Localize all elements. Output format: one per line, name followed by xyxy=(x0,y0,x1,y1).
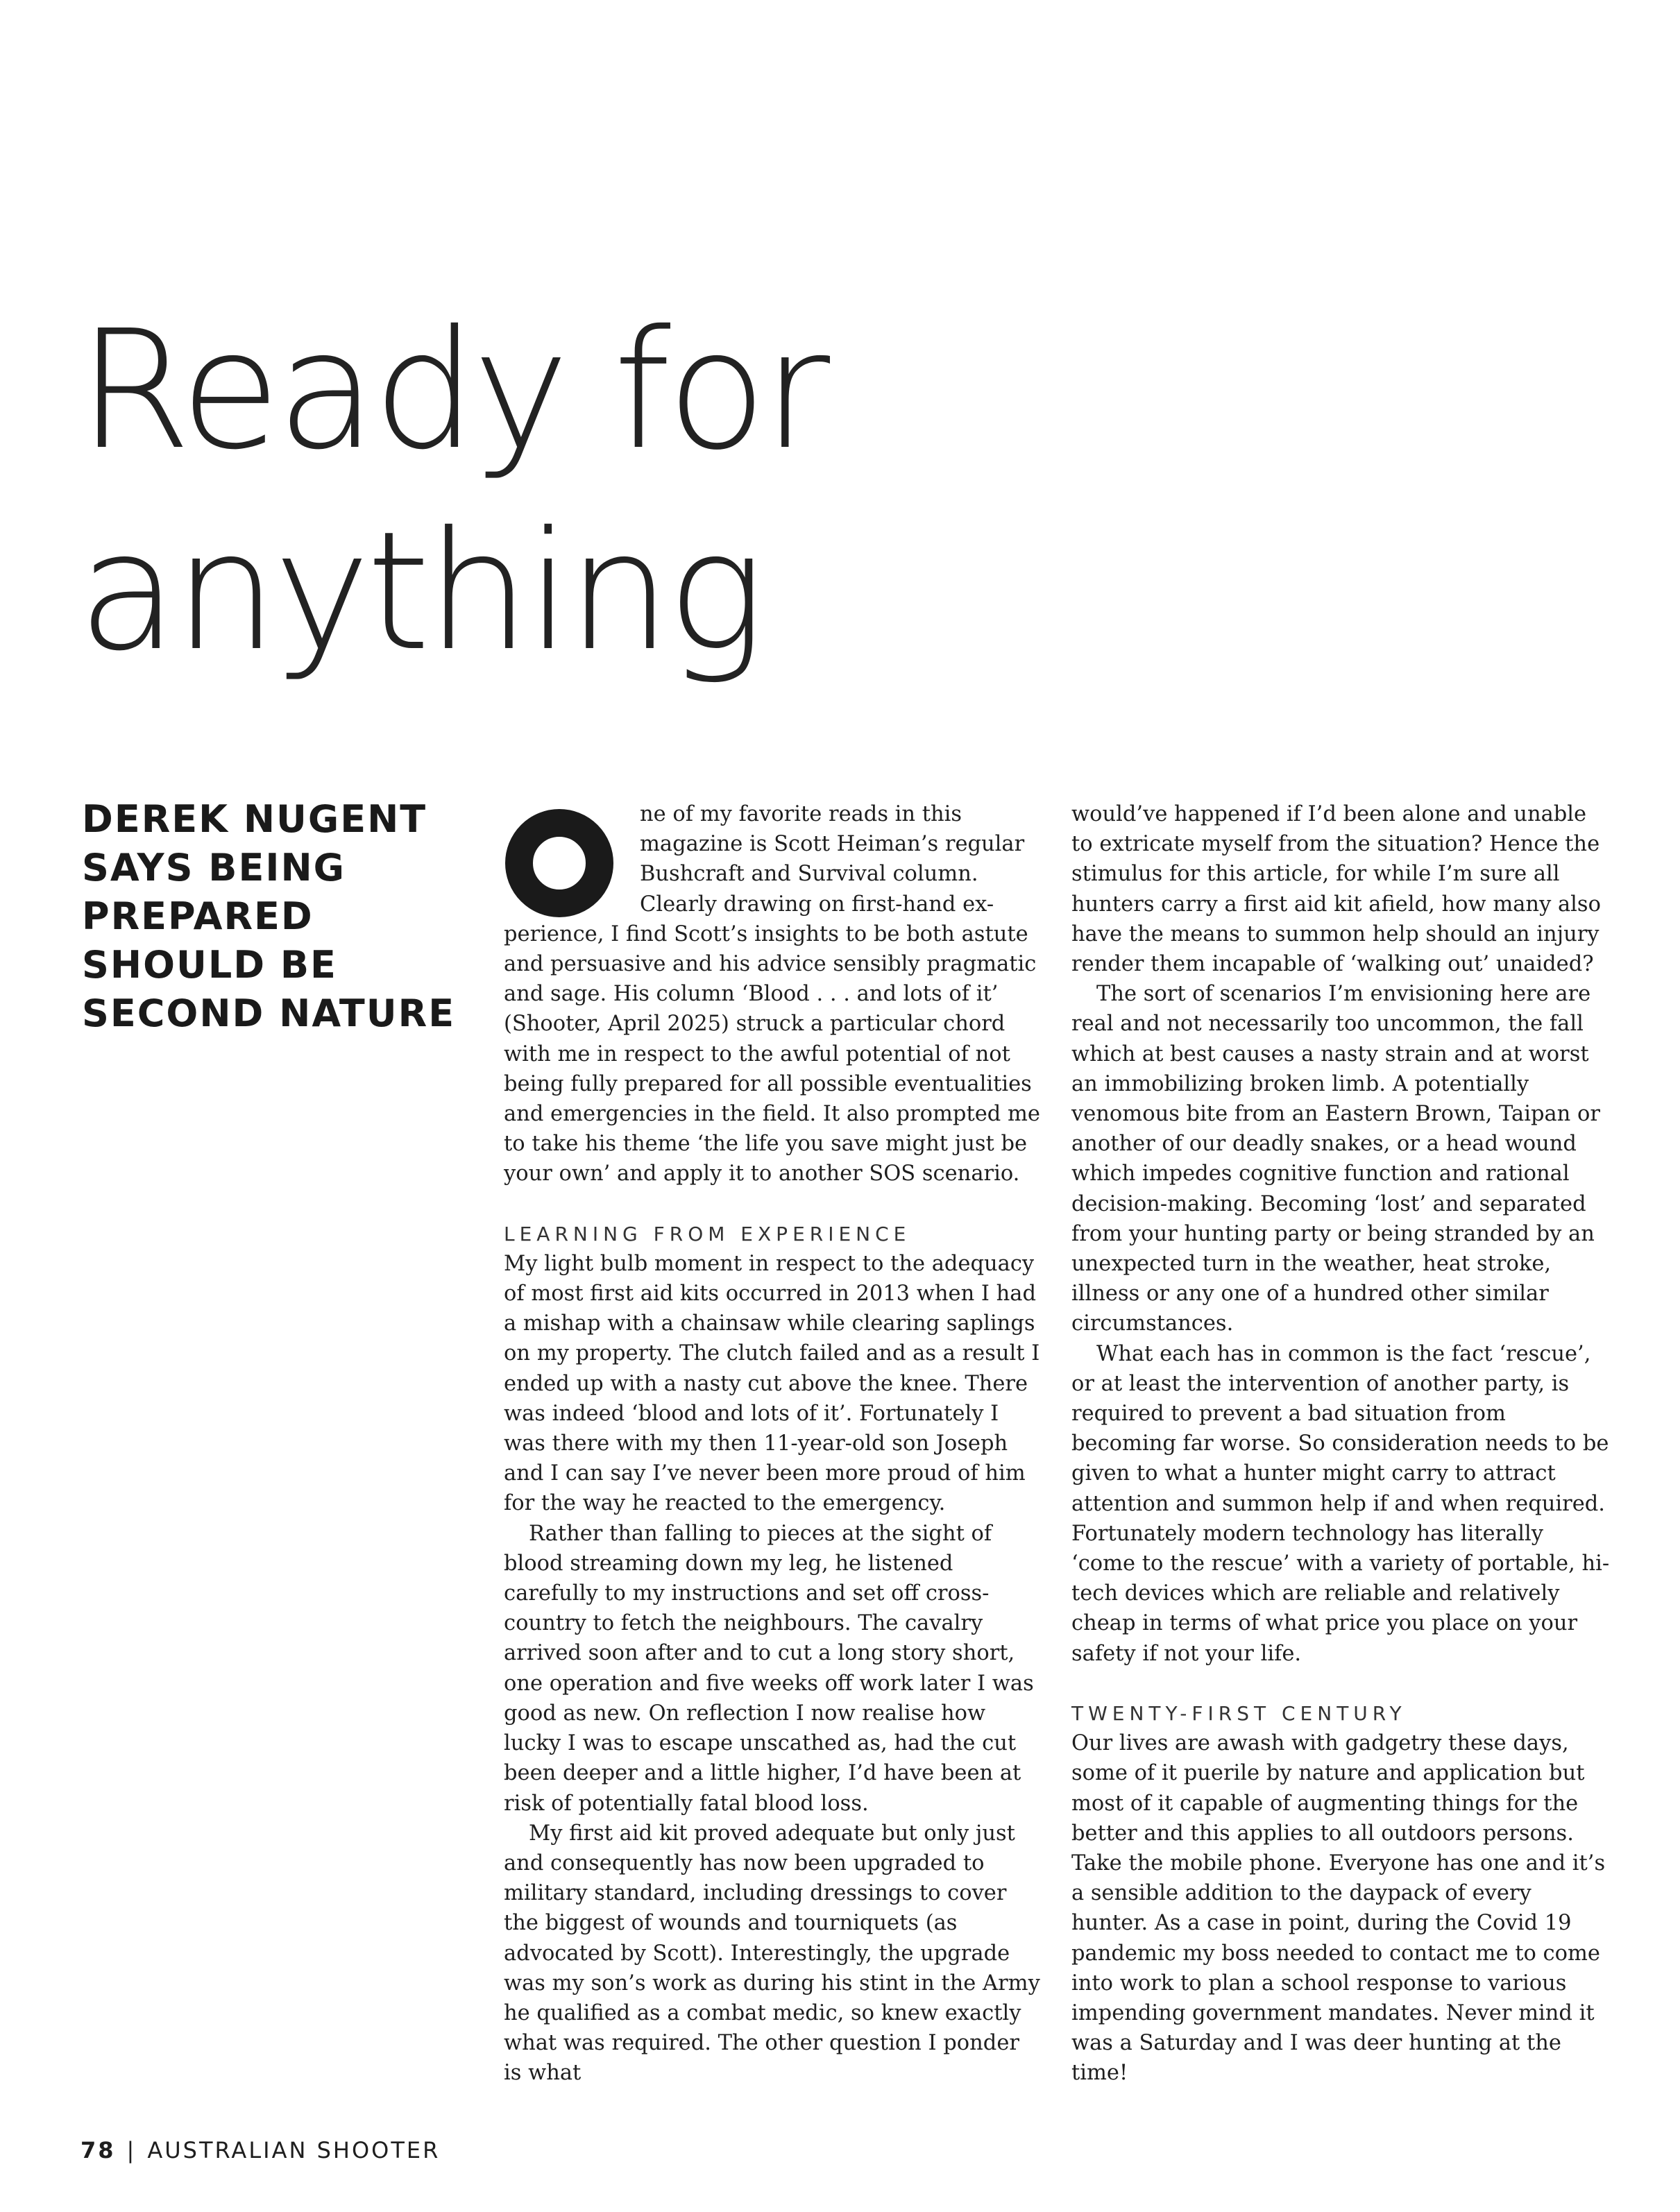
paragraph: My first aid kit proved adequate but only just and consequently has now been upgraded to military standard, including dressings to cover the biggest of wounds and tourniquets (as advocated by Scott). Interestingly, the upgrade was my son’s work as during his stint in the Army he qualified as a combat medic, so knew exactly what was required. The other question I ponder is what xyxy=(504,1821,1040,2086)
paragraph: Rather than falling to pieces at the sight of blood streaming down my leg, he listened carefully to my instructions and set off cross-country to fetch the neighbours. The cavalry arrived soon after and to cut a long story short, one operation and five weeks off work later I was good as new. On reflection I now realise how lucky I was to escape unscathed as, had the cut been deeper and a little higher, I’d have been at risk of potentially fatal blood loss. xyxy=(504,1521,1034,1816)
text-line: and persuasive and his advice sensibly pragmatic xyxy=(504,952,1037,977)
article-title xyxy=(78,290,826,692)
paragraph: The sort of scenarios I’m envisioning here are real and not necessarily too uncommon, the fall which at best causes a nasty strain and at worst an immobilizing broken limb. A potentially venomous bite from an Eastern Brown, Taipan or another of our deadly snakes, or a head wound which impedes cognitive function and rational decision-making. Becoming ‘lost’ and separated from your hunting party or being stranded by an unexpected turn in the weather, heat stroke, illness or any one of a hundred other similar circumstances. xyxy=(1071,982,1600,1336)
section-heading: TWENTY-FIRST CENTURY xyxy=(1071,1701,1407,1725)
text-line: (Shooter, April 2025) struck a particular chord xyxy=(504,1012,1006,1037)
paragraph: would’ve happened if I’d been alone and unable to extricate myself from the situation? Hence the stimulus for this article, for while I’m sure all hunters carry a first aid kit afield, how many also have the means to summon help should an injury render them incapable of ‘walking out’ unaided? xyxy=(1071,802,1601,977)
standfirst-line: SAYS BEING xyxy=(82,846,346,890)
page-footer xyxy=(80,2137,440,2163)
paragraph: Our lives are awash with gadgetry these days, some of it puerile by nature and application but most of it capable of augmenting things for the better and this applies to all outdoors persons. Take the mobile phone. Everyone has one and it’s a sensible addition to the daypack of every hunter. As a case in point, during the Covid 19 pandemic my boss needed to contact me to come into work to plan a school response to various impending government mandates. Never mind it was a Saturday and I was deer hunting at the time! xyxy=(1071,1731,1606,2086)
standfirst-line: DEREK NUGENT xyxy=(82,797,427,841)
standfirst-line: SECOND NATURE xyxy=(82,992,456,1035)
paragraph: My light bulb moment in respect to the adequacy of most first aid kits occurred in 2013 when I had a mishap with a chainsaw while clearing saplings on my property. The clutch failed and as a result I ended up with a nasty cut above the knee. There was indeed ‘blood and lots of it’. Fortunately I was there with my then 11-year-old son Joseph and I can say I’ve never been more proud of him for the way he reacted to the emergency. xyxy=(504,1251,1040,1516)
section-heading: LEARNING FROM EXPERIENCE xyxy=(504,1222,911,1245)
text-line: Clearly drawing on first-hand ex- xyxy=(640,892,994,917)
text-line: to take his theme ‘the life you save might just be xyxy=(504,1132,1028,1157)
text-line: ne of my favorite reads in this xyxy=(640,802,962,826)
text-line: and sage. His column ‘Blood . . . and lots of it’ xyxy=(504,982,999,1007)
standfirst-line: SHOULD BE xyxy=(82,943,337,987)
title-line-1: Ready for xyxy=(78,295,826,486)
footer-separator: | xyxy=(126,2137,137,2163)
drop-cap-letter: O xyxy=(559,870,560,871)
text-line: being fully prepared for all possible eventualities xyxy=(504,1071,1032,1096)
standfirst-line: PREPARED xyxy=(82,894,314,938)
title-line-2: anything xyxy=(78,496,761,687)
article-column-2 xyxy=(1071,799,1610,2088)
text-line: magazine is Scott Heiman’s regular xyxy=(640,832,1025,857)
page-number: 78 xyxy=(80,2137,116,2163)
magazine-name: AUSTRALIAN SHOOTER xyxy=(147,2137,441,2163)
text-line: perience, I find Scott’s insights to be both astute xyxy=(504,921,1028,946)
text-line: and emergencies in the field. It also prompted me xyxy=(504,1102,1040,1127)
text-line: your own’ and apply it to another SOS scenario. xyxy=(504,1162,1020,1186)
text-line: with me in respect to the awful potential of not xyxy=(504,1041,1010,1066)
article-column-1 xyxy=(504,799,1042,2088)
drop-cap xyxy=(504,808,615,919)
standfirst xyxy=(82,795,484,1038)
paragraph: What each has in common is the fact ‘rescue’, or at least the intervention of another party, is required to prevent a bad situation from becoming far worse. So consideration needs to be given to what a hunter might carry to attract attention and summon help if and when required. Fortunately modern technology has literally ‘come to the rescue’ with a variety of portable, hi-tech devices which are reliable and relatively cheap in terms of what price you place on your safety if not your life. xyxy=(1071,1341,1610,1666)
text-line: Bushcraft and Survival column. xyxy=(640,862,978,887)
